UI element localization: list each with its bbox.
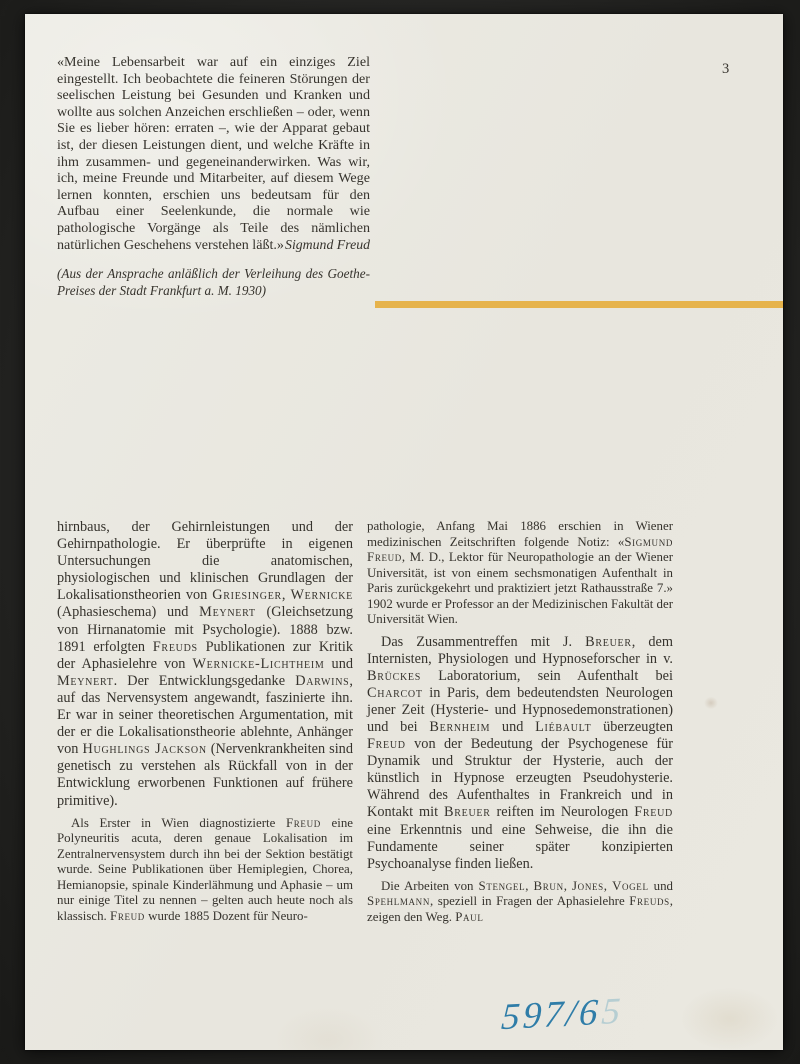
smallcaps-name: Griesinger bbox=[212, 587, 282, 604]
text-segment: , bbox=[281, 587, 291, 604]
smallcaps-name: Freuds bbox=[629, 894, 670, 909]
page-number: 3 bbox=[722, 61, 730, 77]
text-segment: eine Erkenntnis und eine Sehweise, die ihn die Fundamente seiner später konzipierten Psychoanalyse finden ließen. bbox=[367, 821, 673, 872]
document-page bbox=[25, 14, 783, 1050]
text-segment: wurde 1885 Dozent für Neuro- bbox=[144, 908, 308, 923]
text-segment: überzeugten bbox=[591, 718, 673, 735]
right-column bbox=[367, 519, 673, 925]
smallcaps-name: Freuds bbox=[152, 638, 198, 655]
text-segment: , bbox=[525, 878, 534, 893]
paragraph bbox=[367, 879, 673, 926]
text-segment: , speziell in Fragen der Aphasielehre bbox=[429, 894, 630, 909]
smallcaps-name: Breuer bbox=[585, 633, 632, 650]
text-segment: , zeigen den Weg. bbox=[367, 894, 673, 924]
text-segment: und bbox=[648, 878, 673, 893]
text-segment: Das Zusammentreffen mit J. bbox=[381, 633, 586, 650]
smallcaps-name: Wernicke bbox=[290, 587, 353, 604]
handwritten-number-ghost: 5 bbox=[600, 990, 625, 1033]
smallcaps-name: Sigmund Freud bbox=[367, 534, 673, 564]
text-segment: pathologie, Anfang Mai 1886 erschien in Wiener medizinischen Zeitschriften folgende Notiz: « bbox=[367, 519, 673, 549]
paragraph bbox=[367, 634, 673, 873]
accent-bar bbox=[375, 301, 783, 308]
text-segment: Als Erster in Wien diagnostizierte bbox=[71, 815, 286, 830]
text-segment: Publikationen zur Kritik der Aphasielehre von bbox=[57, 638, 353, 672]
smallcaps-name: Breuer bbox=[444, 804, 491, 821]
text-segment: hirnbaus, der Gehirnleistungen und der Gehirnpathologie. Er überprüfte in eigenen Untersuchungen die anatomischen, physiologischen und klinischen Grundlagen der Lokalisationstheorien von bbox=[57, 519, 353, 604]
text-segment: (Nervenkrankheiten sind genetisch zu verstehen als Rückfall von in der Entwicklung erworbenen Funktionen auf frühere primitive). bbox=[57, 741, 353, 809]
smallcaps-name: Darwins bbox=[295, 672, 350, 689]
smallcaps-name: Brückes bbox=[367, 667, 421, 684]
smallcaps-name: Paul bbox=[455, 909, 484, 924]
paragraph bbox=[367, 519, 673, 628]
text-segment: . Der Entwicklungsgedanke bbox=[113, 672, 296, 689]
handwritten-number-main: 597/6 bbox=[500, 991, 603, 1039]
smallcaps-name: Stengel bbox=[478, 878, 526, 893]
text-segment: (Aphasieschema) und bbox=[57, 604, 200, 621]
smallcaps-name: Charcot bbox=[367, 684, 423, 701]
smallcaps-name: Jones bbox=[572, 878, 604, 893]
text-segment: Laboratorium, sein Aufenthalt bei bbox=[421, 667, 673, 684]
text-segment: Die Arbeiten von bbox=[381, 878, 479, 893]
paragraph bbox=[57, 519, 353, 810]
text-segment: eine Polyneuritis acuta, deren genaue Lokalisation im Zentralnervensystem durch ihn bei der Sektion bestätigt wurde. Seine Publikationen über Hemiplegien, Chorea, Hemianopsie, spinale Kinderlähmung und Aphasie – um nur einige Titel zu nennen – gelten auch heute noch als klassisch. bbox=[57, 815, 353, 923]
smallcaps-name: Meynert bbox=[199, 604, 256, 621]
smallcaps-name: Hughlings Jackson bbox=[82, 741, 207, 758]
smallcaps-name: Brun bbox=[533, 878, 564, 893]
smallcaps-name: Freud bbox=[110, 908, 145, 923]
smallcaps-name: Meynert bbox=[57, 672, 114, 689]
quote-block bbox=[57, 54, 370, 299]
text-segment: , bbox=[563, 878, 573, 893]
smallcaps-name: Wernicke-Lichtheim bbox=[192, 655, 325, 672]
smallcaps-name: Freud bbox=[634, 804, 673, 821]
text-segment: , M. D., Lektor für Neuropathologie an der Wiener Universität, ist von einem sechsmonatigen Aufenthalt in Paris zurückgekehrt und praktiziert jetzt Rathausstraße 7.» 1902 wurde er Professor an der Medizinischen Fakultät der Universität Wien. bbox=[367, 550, 673, 626]
smallcaps-name: Liébault bbox=[535, 718, 592, 735]
text-segment: und bbox=[324, 655, 353, 672]
smallcaps-name: Vogel bbox=[612, 878, 649, 893]
paragraph bbox=[57, 816, 353, 925]
text-segment: von der Bedeutung der Psychogenese für Dynamik und Struktur der Hysterie, auch der künstlich in Hypnose erzeugten Pseudohysterie. Während des Aufenthaltes in Frankreich und in Kontakt mit bbox=[367, 736, 673, 821]
text-segment: in Paris, dem bedeutendsten Neurologen jener Zeit (Hysterie- und Hypnosedemonstrationen) und bei bbox=[367, 684, 673, 735]
source-note: (Aus der Ansprache anläßlich der Verleihung des Goethe-Preises der Stadt Frankfurt a. M. 1930) bbox=[57, 266, 370, 299]
smallcaps-name: Freud bbox=[285, 815, 321, 830]
quote-attribution: Sigmund Freud bbox=[285, 236, 370, 252]
text-segment: und bbox=[490, 718, 536, 735]
smallcaps-name: Freud bbox=[367, 736, 406, 753]
text-segment: , bbox=[603, 878, 613, 893]
text-segment: (Gleichsetzung von Hirnanatomie mit Psychologie). 1888 bzw. 1891 erfolgten bbox=[57, 604, 353, 655]
left-column bbox=[57, 519, 353, 924]
smallcaps-name: Bernheim bbox=[429, 718, 491, 735]
smallcaps-name: Spehlmann bbox=[367, 894, 430, 909]
handwritten-number bbox=[500, 990, 625, 1040]
text-segment: reiften im Neurologen bbox=[490, 804, 635, 821]
text-segment: , auf das Nervensystem angewandt, faszinierte ihn. Er war in seiner theoretischen Argumentation, mit der er die Lokalisationstheorie ablehnte, Anhänger von bbox=[57, 672, 353, 758]
quote-text: «Meine Lebensarbeit war auf ein einziges Ziel eingestellt. Ich beobachtete die feineren Störungen der seelischen Leistung bei Gesunden und Kranken und wollte aus solchen Anzeichen erschließen – oder, wenn Sie es lieber hören: erraten –, wie der Apparat gebaut ist, der diesen Leistungen dient, und welche Kräfte in ihm zusammen- und gegeneinanderwirken. Was wir, ich, meine Freunde und Mitarbeiter, auf diesem Wege lernen konnten, erschien uns bedeutsam für den Aufbau einer Seelenkunde, die normale wie pathologische Vorgänge als Teile des nämlichen natürlichen Geschehens verstehen läßt.» bbox=[57, 54, 370, 253]
text-segment: , dem Internisten, Physiologen und Hypnoseforscher in v. bbox=[367, 633, 673, 667]
